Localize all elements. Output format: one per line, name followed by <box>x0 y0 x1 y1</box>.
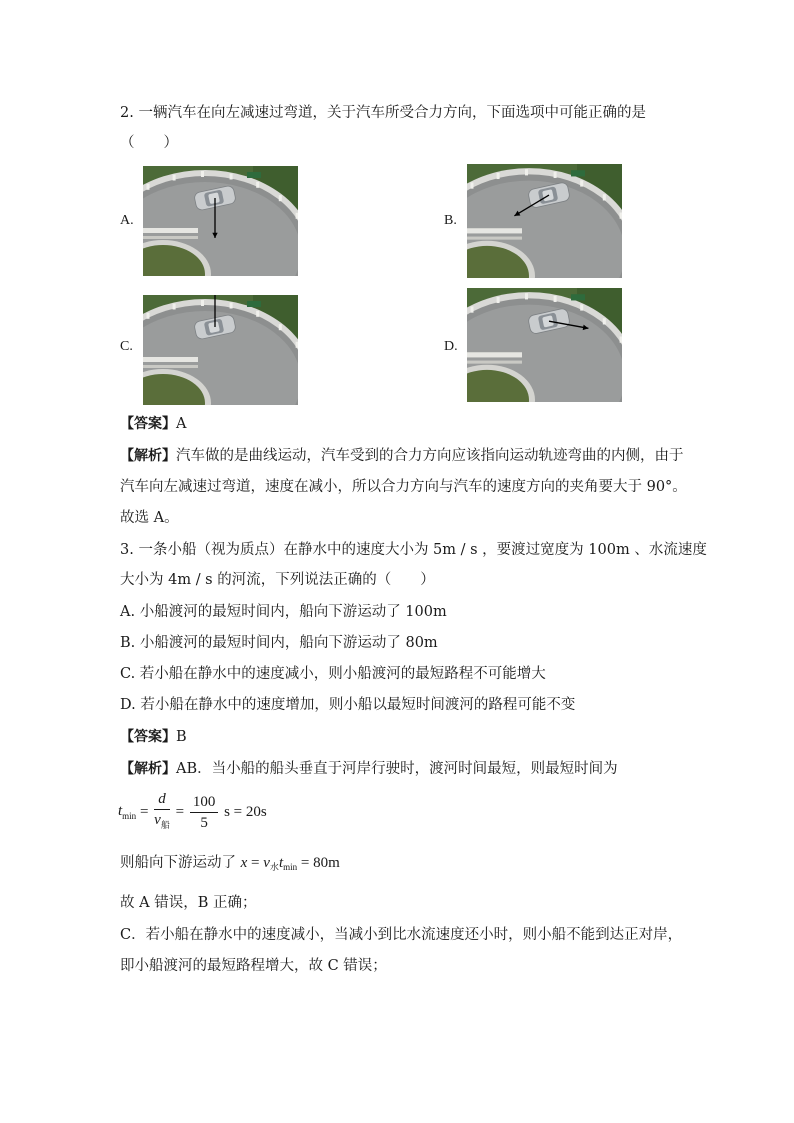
q3-downstream-line: 则船向下游运动了 $x = v_水t_{min} = 80m$ <box>120 855 340 872</box>
q2-option-b-photo <box>467 164 622 278</box>
guard-post <box>296 342 298 348</box>
guard-post <box>603 194 606 200</box>
guard-post <box>580 304 583 310</box>
q2-answer-line <box>120 414 186 434</box>
guard-post <box>256 182 259 188</box>
q2-option-a-label: A. <box>120 213 134 228</box>
guard-post <box>525 293 528 299</box>
q3-answer: B <box>176 729 187 745</box>
q2-option-a-photo <box>143 166 298 276</box>
guard-post <box>173 304 176 310</box>
guard-post <box>471 306 474 312</box>
q3-analysis-line-4: C．若小船在静水中的速度减小，当减小到比水流速度还小时，则小船不能到达正对岸， <box>120 927 683 943</box>
q3-option-d: D. 若小船在静水中的速度增加，则小船以最短时间渡河的路程可能不变 <box>120 697 576 713</box>
guard-post <box>147 313 150 319</box>
q3-analysis-line-1: 【解析】AB．当小船的船头垂直于河岸行驶时，渡河时间最短，则最短时间为 <box>120 761 618 777</box>
road-photo <box>467 164 622 278</box>
q2-analysis-line-2: 汽车向左减速过弯道，速度在减小，所以合力方向与汽车的速度方向的夹角要大于 90°。 <box>120 479 687 495</box>
q2-stem: 2. 一辆汽车在向左减速过弯道，关于汽车所受合力方向，下面选项中可能正确的是 <box>120 105 646 121</box>
q3-option-c: C. 若小船在静水中的速度减小，则小船渡河的最短路程不可能增大 <box>120 666 546 682</box>
guard-post <box>554 172 557 178</box>
q2-option-c-photo <box>143 295 298 405</box>
q3-answer-line <box>120 727 187 747</box>
analysis-tag: 【解析】 <box>120 761 176 777</box>
guard-post <box>230 174 233 180</box>
q2-answer: A <box>176 416 187 432</box>
guard-post <box>279 195 282 201</box>
road-photo <box>467 288 622 402</box>
guard-post <box>580 180 583 186</box>
guard-post <box>279 324 282 330</box>
road-photo <box>143 295 298 405</box>
min-time-formula: $t_{min}$ = $\frac{d}{v_船}$ = $\frac{100}{5}$ s = 20s <box>118 790 267 836</box>
fraction-d-over-v: $\frac{d}{v_船}$ <box>154 791 170 830</box>
road-photo <box>143 166 298 276</box>
q3-stem-line-2: 大小为 4m / s 的河流，下列说法正确的（ ） <box>120 572 435 588</box>
q2-option-d-label: D. <box>444 339 458 354</box>
guard-post <box>147 184 150 190</box>
q2-analysis-line-3: 故选 A。 <box>120 510 179 526</box>
guard-post <box>256 311 259 317</box>
guard-post <box>603 318 606 324</box>
guard-post <box>497 173 500 179</box>
guard-post <box>296 213 298 219</box>
q2-option-b-label: B. <box>444 213 457 228</box>
analysis-tag: 【解析】 <box>120 448 176 464</box>
answer-tag: 【答案】 <box>120 729 176 745</box>
guard-post <box>525 169 528 175</box>
q2-paren: （ ） <box>120 135 178 151</box>
guard-post <box>201 171 204 177</box>
guard-post <box>620 337 622 343</box>
q2-option-c-label: C. <box>120 339 133 354</box>
guard-post <box>497 297 500 303</box>
guard-post <box>554 296 557 302</box>
fraction-100-over-5: $\frac{100}{5}$ <box>190 793 219 832</box>
q2-option-d-photo <box>467 288 622 402</box>
guard-post <box>201 300 204 306</box>
guard-post <box>230 303 233 309</box>
q3-analysis-line-3: 故 A 错误，B 正确； <box>120 895 257 911</box>
guard-post <box>471 182 474 188</box>
q3-option-a: A. 小船渡河的最短时间内，船向下游运动了 100m <box>120 604 447 620</box>
answer-tag: 【答案】 <box>120 416 176 432</box>
guard-post <box>620 213 622 219</box>
q2-analysis-line-1: 【解析】汽车做的是曲线运动，汽车受到的合力方向应该指向运动轨迹弯曲的内侧，由于 <box>120 448 684 464</box>
guard-post <box>173 175 176 181</box>
q3-stem-line-1: 3. 一条小船（视为质点）在静水中的速度大小为 5m / s ，要渡过宽度为 100m 、水流速度 <box>120 542 707 558</box>
q3-analysis-line-5: 即小船渡河的最短路程增大，故 C 错误； <box>120 958 387 974</box>
q3-option-b: B. 小船渡河的最短时间内，船向下游运动了 80m <box>120 635 438 651</box>
